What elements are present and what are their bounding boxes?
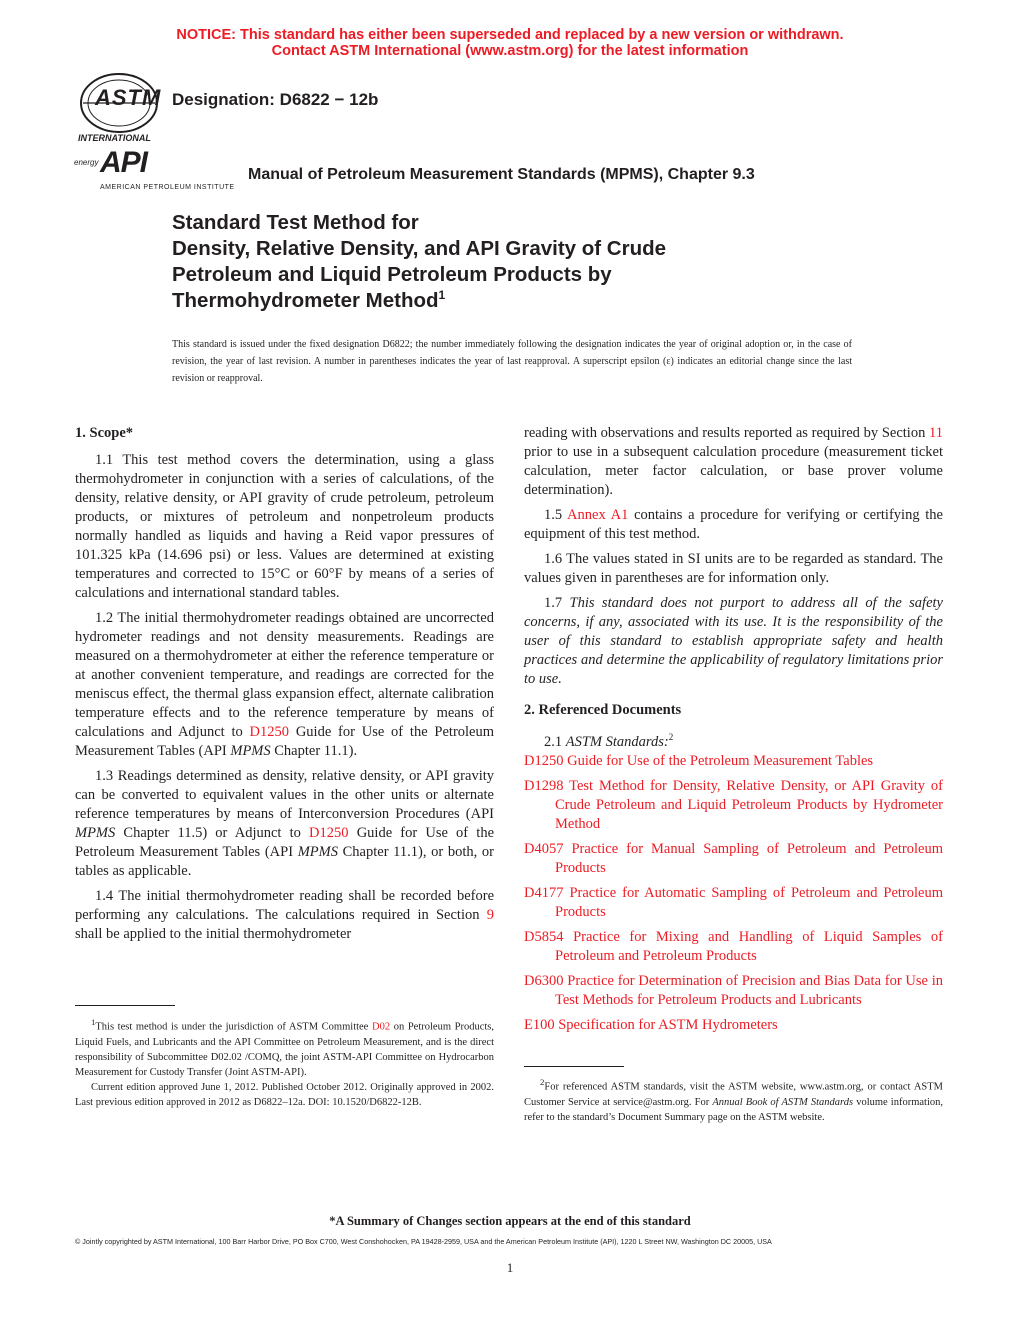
section-1-5: 1.5 Annex A1 contains a procedure for verifying or certifying the equipment of this test method. xyxy=(524,507,943,542)
section-1-3: 1.3 Readings determined as density, relative density, or API gravity can be converted to equivalent values in the other units or alternate reference temperatures by means of Interconversion Procedures (API MPMS Chapter 11.5) or Adjunct to D1250 Guide for Use of the Petroleum Measurement Tables (API MPMS Chapter 11.1), or both, or tables as applicable. xyxy=(75,768,494,879)
astm-logo xyxy=(76,72,162,146)
title-line-4: Thermohydrometer Method xyxy=(172,289,439,312)
reference-code-link[interactable]: D4057 xyxy=(524,840,564,857)
section-2-1: 2.1 ASTM Standards:$^2$ xyxy=(544,732,674,750)
footnote-rule xyxy=(524,1066,624,1067)
referenced-documents-heading: 2. Referenced Documents xyxy=(524,702,682,718)
astm-logo-letters: ASTM xyxy=(95,85,162,110)
section-1-4: 1.4 The initial thermohydrometer reading shall be recorded before performing any calculations. The calculations required in Section 9 shall be applied to the initial thermohydrometer xyxy=(75,888,494,942)
reference-code-link[interactable]: D1250 xyxy=(524,752,564,769)
right-column xyxy=(524,424,943,1041)
reference-code-link[interactable]: D5854 xyxy=(524,928,564,945)
footnote-rule xyxy=(75,1005,175,1006)
section-1-4-continued: reading with observations and results reported as required by Section 11 prior to use in a subsequent calculation procedure (measurement ticket calculation, meter factor calculation, or base prover volume determination). xyxy=(524,425,944,498)
mpms-chapter: Manual of Petroleum Measurement Standards (MPMS), Chapter 9.3 xyxy=(248,166,755,183)
api-logo-energy: energy xyxy=(74,158,99,167)
reference-code-link[interactable]: D4177 xyxy=(524,884,564,901)
reference-code-link[interactable]: D1298 xyxy=(524,777,564,794)
link-section-9[interactable]: 9 xyxy=(486,907,494,923)
reference-title-link[interactable]: Guide for Use of the Petroleum Measurement Tables xyxy=(567,752,874,769)
link-d1250[interactable]: D1250 xyxy=(249,724,290,740)
section-1-6: 1.6 The values stated in SI units are to be regarded as standard. The values given in parentheses are for information only. xyxy=(524,551,943,586)
issue-note: This standard is issued under the fixed designation D6822; the number immediately following the designation indicates the year of original adoption or, in the case of revision, the year of last revision. A number in parentheses indicates the year of last reapproval. A superscript epsilon (ε) indicates an editorial change since the last revision or reapproval. xyxy=(172,339,852,384)
reference-title-link[interactable]: Specification for ASTM Hydrometers xyxy=(558,1016,778,1033)
section-1-7: 1.7 This standard does not purport to address all of the safety concerns, if any, associated with its use. It is the responsibility of the user of this standard to establish appropriate safety and health practices and determine the applicability of regulatory limitations prior to use. xyxy=(524,595,943,687)
title-line-3: Petroleum and Liquid Petroleum Products by xyxy=(172,263,612,286)
section-1-1: 1.1 This test method covers the determination, using a glass thermohydrometer in conjunction with a series of calculations, of the density, relative density, or API gravity of crude petroleum, petroleum products, or mixtures of petroleum and nonpetroleum products normally handled as liquids and having a Reid vapor pressures of 101.325 kPa (14.696 psi) or less. Values are determined at existing temperatures and corrected to 15°C or 60°F by means of a series of calculations and international standard tables. xyxy=(75,452,494,601)
footnote-1-edition: Current edition approved June 1, 2012. Published October 2012. Originally approved in 2002. Last previous edition approved in 2012 as D6822–12a. DOI: 10.1520/D6822-12B. xyxy=(75,1081,494,1108)
reference-item xyxy=(524,777,943,834)
copyright: © Jointly copyrighted by ASTM International, 100 Barr Harbor Drive, PO Box C700, West Conshohocken, PA 19428-2959, USA and the American Petroleum Institute (API), 1220 L Street NW, Washington DC 20005, USA xyxy=(75,1237,772,1246)
reference-list xyxy=(524,752,943,1035)
reference-item xyxy=(524,840,943,878)
reference-item xyxy=(524,1016,943,1035)
designation: Designation: D6822 − 12b xyxy=(172,90,379,109)
footnote-2: $^2$For referenced ASTM standards, visit the ASTM website, www.astm.org, or contact ASTM Customer Service at service@astm.org. For Annual Book of ASTM Standards volume information, refer to the standard’s Document Summary page on the ASTM website. xyxy=(524,1077,943,1123)
scope-heading: 1. Scope* xyxy=(75,425,133,441)
title-line-2: Density, Relative Density, and API Gravity of Crude xyxy=(172,237,667,260)
notice-banner xyxy=(0,27,1020,59)
reference-item xyxy=(524,752,943,771)
reference-item xyxy=(524,884,943,922)
footnote-1: $^1$This test method is under the jurisdiction of ASTM Committee D02 on Petroleum Products, Liquid Fuels, and Lubricants and the API Committee on Petroleum Measurement, and is the direct responsibility of Subcommittee D02.02 /COMQ, the joint ASTM-API Committee on Hydrocarbon Measurement for Custody Transfer (Joint ASTM-API). Current edition approved June 1, 2012. Published October 2012. Originally approved in 2002. Last previous edition approved in 2012 as D6822–12a. DOI: 10.1520/D6822-12B. xyxy=(75,1017,495,1108)
link-d1250[interactable]: D1250 xyxy=(309,825,349,841)
reference-title-link[interactable]: Practice for Determination of Precision and Bias Data for Use in Test Methods for Petroleum Products and Lubricants xyxy=(555,972,944,1008)
api-logo-letters: API xyxy=(100,146,148,179)
notice-line-1: NOTICE: This standard has either been superseded and replaced by a new version or withdrawn. xyxy=(176,27,844,43)
link-annex-a1[interactable]: Annex A1 xyxy=(567,507,629,523)
astm-logo-caption: INTERNATIONAL xyxy=(78,133,151,143)
api-logo xyxy=(74,146,244,196)
reference-title-link[interactable]: Practice for Mixing and Handling of Liquid Samples of Petroleum and Petroleum Products xyxy=(555,928,943,964)
page-number: 1 xyxy=(506,1260,514,1275)
reference-title-link[interactable]: Practice for Manual Sampling of Petroleum and Petroleum Products xyxy=(555,840,943,876)
title-line-1: Standard Test Method for xyxy=(172,211,419,234)
reference-item xyxy=(524,972,943,1010)
reference-item xyxy=(524,928,943,966)
reference-code-link[interactable]: D6300 xyxy=(524,972,564,989)
summary-of-changes-note: *A Summary of Changes section appears at the end of this standard xyxy=(329,1214,691,1228)
left-column xyxy=(75,424,494,950)
reference-title-link[interactable]: Test Method for Density, Relative Density, or API Gravity of Crude Petroleum and Liquid Petroleum Products by Hydrometer Method xyxy=(555,777,943,832)
link-d02[interactable]: D02 xyxy=(371,1021,391,1033)
link-section-11[interactable]: 11 xyxy=(929,425,944,441)
title-footnote-ref[interactable]: 1 xyxy=(438,288,446,302)
notice-line-2: Contact ASTM International (www.astm.org) for the latest information xyxy=(271,43,749,59)
section-1-2: 1.2 The initial thermohydrometer readings obtained are uncorrected hydrometer readings and not density measurements. Readings are measured on a thermohydrometer at either the reference temperature or at another convenient temperature, and readings are corrected for the meniscus effect, the thermal glass expansion effect, alternate calibration temperature effects and to the reference temperature by means of calculations and Adjunct to D1250 Guide for Use of the Petroleum Measurement Tables (API MPMS Chapter 11.1). xyxy=(75,610,495,759)
document-title xyxy=(172,210,666,314)
api-logo-caption: AMERICAN PETROLEUM INSTITUTE xyxy=(100,184,235,191)
reference-code-link[interactable]: E100 xyxy=(524,1016,555,1033)
reference-title-link[interactable]: Practice for Automatic Sampling of Petroleum and Petroleum Products xyxy=(555,884,944,920)
